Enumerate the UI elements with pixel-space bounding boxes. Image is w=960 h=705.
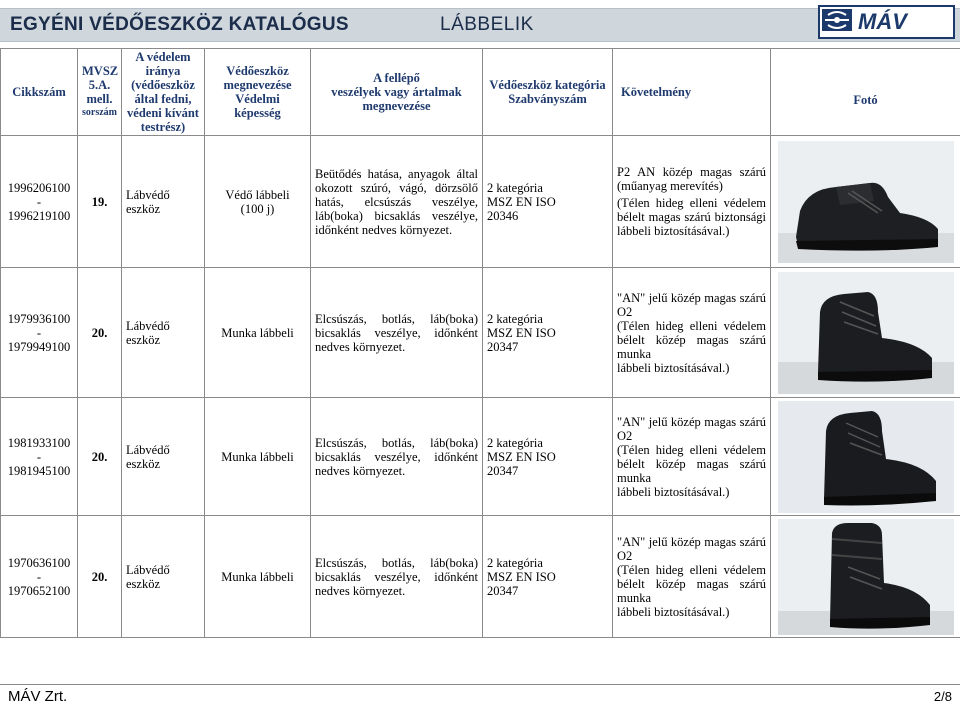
code-cell (1, 398, 78, 516)
col-photo-header: Fotó (771, 49, 960, 136)
table-row (1, 398, 960, 516)
code-from: 1981933100 (7, 435, 71, 450)
head-line: megnevezése (362, 99, 431, 113)
col-requirement-header: Követelmény (613, 49, 771, 136)
shoe-low-photo (778, 141, 954, 263)
col-category-header (483, 49, 613, 136)
code-to: 1981945100 (7, 463, 71, 478)
code-cell (1, 136, 78, 268)
head-line: iránya (145, 64, 181, 78)
hazard-cell: Elcsúszás, botlás, láb(boka) bicsaklás veszélye, időnként nedves környezet. (311, 268, 483, 398)
name-cell (205, 268, 311, 398)
code-from: 1996206100 (7, 180, 71, 195)
table-row (1, 136, 960, 268)
cat-line: 20347 (487, 463, 519, 478)
category-cell (483, 516, 613, 638)
req-line: "AN" jelű közép magas szárú O2 (617, 290, 766, 319)
code-dash: - (36, 569, 42, 584)
name-cell (205, 398, 311, 516)
req-line: (Télen hideg elleni védelem bélelt közép magas szárú munka (617, 562, 766, 605)
category-cell (483, 398, 613, 516)
col-mvsz-header (78, 49, 122, 136)
name-line: (100 j) (240, 201, 275, 216)
hazard-cell: Elcsúszás, botlás, láb(boka) bicsaklás veszélye, időnként nedves környezet. (311, 398, 483, 516)
cat-line: 20347 (487, 583, 519, 598)
mvsz-number: 20. (78, 516, 122, 638)
code-cell (1, 268, 78, 398)
cat-line: MSZ EN ISO (487, 325, 556, 340)
code-from: 1970636100 (7, 555, 71, 570)
hazard-cell: Elcsúszás, botlás, láb(boka) bicsaklás veszélye, időnként nedves környezet. (311, 516, 483, 638)
mvsz-number: 19. (78, 136, 122, 268)
name-line: Munka lábbeli (221, 325, 294, 340)
shoe-high-photo (778, 519, 954, 635)
req-line: "AN" jelű közép magas szárú O2 (617, 414, 766, 443)
head-line: Védőeszköz kategória (489, 78, 606, 92)
photo-cell (771, 268, 960, 398)
requirement-cell (613, 136, 771, 268)
direction-cell: Lábvédő eszköz (122, 136, 205, 268)
catalog-title: EGYÉNI VÉDŐESZKÖZ KATALÓGUS (10, 14, 349, 35)
photo-cell (771, 398, 960, 516)
page-footer (0, 684, 960, 705)
head-line: védeni kívánt (127, 106, 199, 120)
code-to: 1979949100 (7, 339, 71, 354)
cat-line: 2 kategória (487, 435, 543, 450)
col-direction-header (122, 49, 205, 136)
head-line: veszélyek vagy ártalmak (331, 85, 462, 99)
direction-cell: Lábvédő eszköz (122, 268, 205, 398)
category-cell (483, 136, 613, 268)
head-line: sorszám (82, 107, 117, 118)
head-line: Védelmi (235, 92, 280, 106)
requirement-cell (613, 398, 771, 516)
head-line: MVSZ (82, 64, 119, 78)
head-line: 5.A. (88, 78, 111, 92)
mvsz-number: 20. (78, 268, 122, 398)
cat-line: 20347 (487, 339, 519, 354)
req-line: (Télen hideg elleni védelem bélelt magas szárú biztonsági lábbeli biztosításával.) (617, 196, 766, 238)
head-line: Védőeszköz (226, 64, 289, 78)
hazard-cell: Beütődés hatása, anyagok által okozott szúró, vágó, dörzsölő hatás, elcsúszás veszélye, láb(boka) bicsaklás veszélye, időnként nedves környezet. (311, 136, 483, 268)
catalog-table (0, 48, 960, 638)
cat-line: MSZ EN ISO (487, 449, 556, 464)
code-to: 1970652100 (7, 583, 71, 598)
footer-rule (0, 684, 960, 685)
code-cell (1, 516, 78, 638)
req-line: lábbeli biztosításával.) (617, 360, 730, 375)
head-line: A védelem (135, 50, 191, 64)
direction-cell: Lábvédő eszköz (122, 516, 205, 638)
col-hazard-header (311, 49, 483, 136)
table-row (1, 516, 960, 638)
code-to: 1996219100 (7, 208, 71, 223)
head-line: Szabványszám (508, 92, 587, 106)
head-line: megnevezése (223, 78, 292, 92)
req-line: (Télen hideg elleni védelem bélelt közép magas szárú munka (617, 318, 766, 361)
col-code-header: Cikkszám (1, 49, 78, 136)
head-line: képesség (234, 106, 281, 120)
cat-line: 20346 (487, 208, 519, 223)
header-row (1, 49, 960, 136)
cat-line: 2 kategória (487, 555, 543, 570)
req-line: lábbeli biztosításával.) (617, 484, 730, 499)
req-line: lábbeli biztosításával.) (617, 604, 730, 619)
name-line: Védő lábbeli (225, 187, 290, 202)
category-cell (483, 268, 613, 398)
col-name-header (205, 49, 311, 136)
mav-logo (818, 5, 955, 39)
requirement-cell (613, 268, 771, 398)
code-dash: - (36, 449, 42, 464)
photo-cell (771, 516, 960, 638)
shoe-mid-photo (778, 401, 954, 513)
head-line: A fellépő (373, 71, 420, 85)
head-line: testrész) (140, 120, 186, 134)
cat-line: 2 kategória (487, 311, 543, 326)
head-line: mell. (86, 92, 113, 106)
name-line: Munka lábbeli (221, 569, 294, 584)
head-line: által fedni, (134, 92, 192, 106)
photo-cell (771, 136, 960, 268)
section-title: LÁBBELIK (440, 14, 534, 35)
logo-text: MÁV (858, 9, 907, 34)
page-number: 2/8 (933, 689, 952, 704)
code-dash: - (36, 325, 42, 340)
name-line: Munka lábbeli (221, 449, 294, 464)
table-row (1, 268, 960, 398)
name-cell (205, 136, 311, 268)
mav-emblem-icon (822, 9, 852, 31)
footer-company: MÁV Zrt. (8, 688, 68, 705)
req-line: "AN" jelű közép magas szárú O2 (617, 534, 766, 563)
shoe-mid-photo (778, 272, 954, 394)
req-line: (Télen hideg elleni védelem bélelt közép magas szárú munka (617, 442, 766, 485)
head-line: (védőeszköz (131, 78, 195, 92)
req-line: P2 AN közép magas szárú (műanyag merevítés) (617, 165, 766, 193)
mvsz-number: 20. (78, 398, 122, 516)
cat-line: 2 kategória (487, 180, 543, 195)
code-dash: - (36, 194, 42, 209)
page-header (0, 0, 960, 46)
name-cell (205, 516, 311, 638)
cat-line: MSZ EN ISO (487, 569, 556, 584)
direction-cell: Lábvédő eszköz (122, 398, 205, 516)
cat-line: MSZ EN ISO (487, 194, 556, 209)
requirement-cell (613, 516, 771, 638)
code-from: 1979936100 (7, 311, 71, 326)
